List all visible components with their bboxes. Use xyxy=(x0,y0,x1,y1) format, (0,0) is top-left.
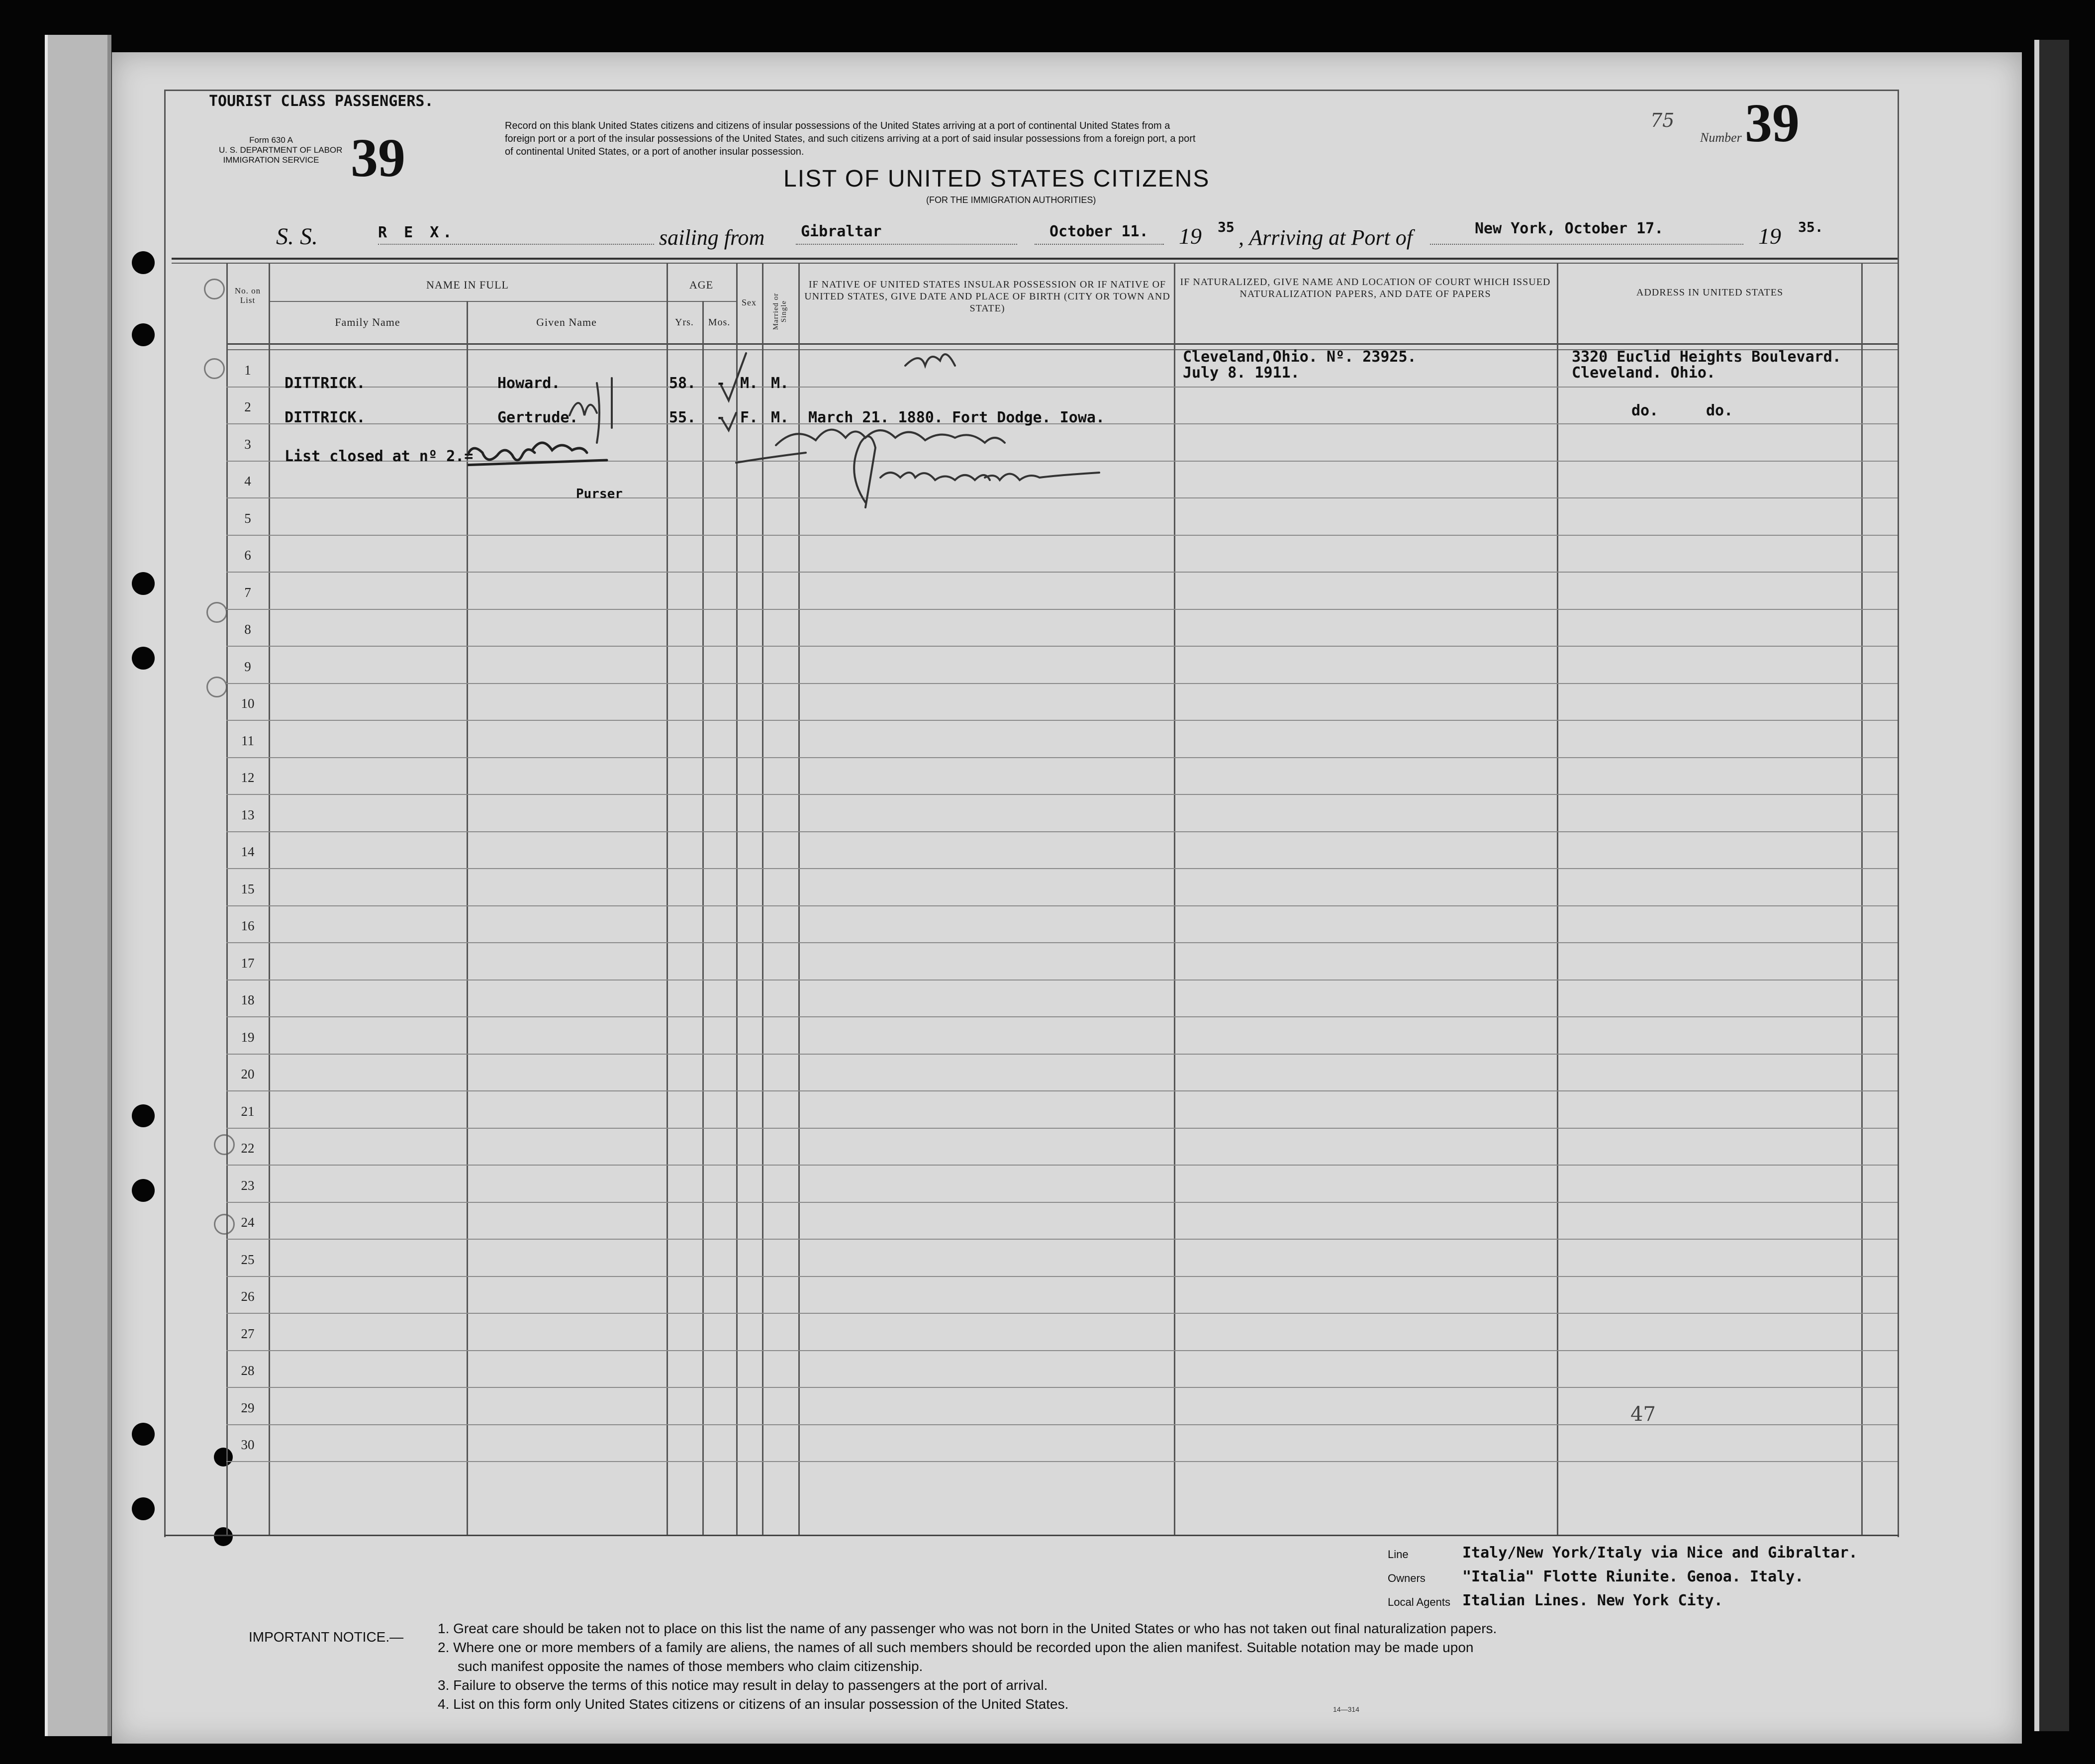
row-line xyxy=(226,1016,1898,1017)
handwritten-number: 75 xyxy=(1650,109,1675,131)
row-number: 15 xyxy=(241,881,255,896)
form-top-border xyxy=(164,90,1899,91)
row-number: 21 xyxy=(241,1103,255,1119)
notice-label: IMPORTANT NOTICE.— xyxy=(249,1629,404,1645)
form-code: 14—314 xyxy=(1333,1705,1359,1713)
header-yrs: Yrs. xyxy=(675,317,694,328)
row-line xyxy=(226,1128,1898,1129)
col-divider xyxy=(269,263,270,1536)
row-line xyxy=(226,720,1898,721)
owners-value: "Italia" Flotte Riunite. Genoa. Italy. xyxy=(1462,1568,1804,1585)
row-line xyxy=(226,831,1898,832)
row-number: 11 xyxy=(241,733,254,748)
page-title: LIST OF UNITED STATES CITIZENS xyxy=(783,166,1210,192)
arrival-underline xyxy=(1430,244,1743,245)
binder-hole xyxy=(132,1497,155,1520)
binder-hole-light xyxy=(214,1214,235,1235)
row-number: 10 xyxy=(241,696,255,711)
row-number: 3 xyxy=(244,436,251,452)
header-mos: Mos. xyxy=(708,317,731,328)
header-married: Married or Single xyxy=(772,293,788,330)
header-given-name: Given Name xyxy=(536,316,597,328)
row-line xyxy=(226,1350,1898,1351)
row-line xyxy=(226,868,1898,869)
header-age: AGE xyxy=(689,279,714,291)
header-naturalized: IF NATURALIZED, GIVE NAME AND LOCATION OF COURT WHICH ISSUED NATURALIZATION PAPERS, AND DATE OF PAPERS xyxy=(1180,277,1551,299)
address-2-line2: do. xyxy=(1706,402,1733,419)
table-bottom-border xyxy=(164,1535,1899,1536)
arrival-year: 35. xyxy=(1798,219,1823,235)
row-number: 24 xyxy=(241,1215,255,1230)
line-value: Italy/New York/Italy via Nice and Gibraltar. xyxy=(1462,1544,1858,1562)
col-divider xyxy=(226,263,228,1536)
address-1-line1: 3320 Euclid Heights Boulevard. xyxy=(1572,348,1841,366)
service-label: IMMIGRATION SERVICE xyxy=(223,155,319,165)
ship-underline xyxy=(378,244,654,245)
row-number: 1 xyxy=(244,362,251,378)
row-number: 7 xyxy=(244,585,251,600)
binder-hole xyxy=(132,1423,155,1446)
married-2: M. xyxy=(771,409,789,426)
col-divider xyxy=(1557,263,1558,1536)
arrival-port-date: New York, October 17. xyxy=(1475,220,1664,237)
row-number: 20 xyxy=(241,1067,255,1081)
binder-hole-light xyxy=(206,677,227,697)
notice-item-4: 4. List on this form only United States citizens or citizens of an insular possession of the United States. xyxy=(438,1696,1069,1712)
arriving-label: , Arriving at Port of xyxy=(1238,225,1413,250)
table-top-border xyxy=(172,263,1898,264)
row-number: 18 xyxy=(241,992,255,1007)
row-number: 27 xyxy=(241,1326,255,1341)
row-number: 26 xyxy=(241,1289,255,1304)
row-line xyxy=(226,572,1898,573)
binder-hole xyxy=(214,1527,233,1546)
table-top-border xyxy=(172,258,1898,260)
instructions-line: Record on this blank United States citizens and citizens of insular possessions of the United States arriving at a port of continental United States from a xyxy=(505,120,1170,131)
arrival-year-prefix: 19 xyxy=(1758,223,1781,249)
address-1-line2: Cleveland. Ohio. xyxy=(1572,364,1715,382)
row-number: 22 xyxy=(241,1141,255,1156)
col-divider xyxy=(1861,263,1863,1536)
row-number: 25 xyxy=(241,1252,255,1267)
ss-label: S. S. xyxy=(276,223,318,250)
header-birth: IF NATIVE OF UNITED STATES INSULAR POSSESSION OR IF NATIVE OF UNITED STATES, GIVE DATE AND PLACE OF BIRTH (CITY OR TOWN AND STATE) xyxy=(804,279,1170,314)
department-label: U. S. DEPARTMENT OF LABOR xyxy=(219,145,343,155)
age-subheader-line xyxy=(667,301,736,302)
big-form-number: 39 xyxy=(351,127,405,188)
given-name-1: Howard. xyxy=(497,375,561,392)
form-number: Form 630 A xyxy=(249,135,293,145)
agents-label: Local Agents xyxy=(1388,1596,1450,1608)
year-prefix: 19 xyxy=(1179,223,1202,249)
given-name-2: Gertrude. xyxy=(497,409,578,426)
row-line xyxy=(226,905,1898,906)
depart-date: October 11. xyxy=(1049,223,1148,240)
row-line xyxy=(226,757,1898,758)
row-number: 28 xyxy=(241,1363,255,1378)
married-1: M. xyxy=(771,375,789,392)
row-number: 30 xyxy=(241,1437,255,1452)
row-line xyxy=(226,1276,1898,1277)
book-binding-right xyxy=(2034,40,2069,1731)
age-yrs-1: 58. xyxy=(669,375,696,392)
row-line xyxy=(226,646,1898,647)
table-left-border xyxy=(164,90,166,1537)
naturalized-1-line1: Cleveland,Ohio. Nº. 23925. xyxy=(1183,348,1417,366)
notice-item-1: 1. Great care should be taken not to place on this list the name of any passenger who was not born in the United States or who has not taken out final naturalization papers. xyxy=(438,1621,1497,1636)
notice-item-2-cont: such manifest opposite the names of those members who claim citizenship. xyxy=(458,1659,923,1674)
notice-item-2: 2. Where one or more members of a family are aliens, the names of all such members should be recorded upon the alien manifest. Suitable notation may be made upon xyxy=(438,1640,1474,1655)
list-number: 39 xyxy=(1745,93,1800,153)
row-number: 23 xyxy=(241,1177,255,1193)
binder-hole xyxy=(132,323,155,346)
binder-hole-light xyxy=(204,279,225,299)
binder-hole xyxy=(132,1179,155,1202)
agents-value: Italian Lines. New York City. xyxy=(1462,1592,1723,1609)
notice-item-3: 3. Failure to observe the terms of this notice may result in delay to passengers at the port of arrival. xyxy=(438,1677,1048,1693)
row-line xyxy=(226,1313,1898,1314)
row-line xyxy=(226,1461,1898,1462)
address-2-line1: do. xyxy=(1631,402,1659,419)
row-line xyxy=(226,1387,1898,1388)
row-number: 13 xyxy=(241,807,255,822)
row-line xyxy=(226,794,1898,795)
list-closed-note: List closed at nº 2.= xyxy=(285,448,474,465)
handwritten-marks xyxy=(468,343,1234,532)
header-family-name: Family Name xyxy=(335,316,400,328)
class-title: TOURIST CLASS PASSENGERS. xyxy=(209,93,434,110)
notice-list xyxy=(438,1619,1497,1714)
row-line xyxy=(226,609,1898,610)
row-number: 4 xyxy=(244,474,251,489)
row-line xyxy=(226,1054,1898,1055)
binder-hole xyxy=(132,572,155,595)
instructions-line: of continental United States, or a port of another insular possession. xyxy=(505,146,804,157)
binder-hole xyxy=(132,1104,155,1127)
form-block xyxy=(219,135,343,165)
line-label: Line xyxy=(1388,1548,1409,1561)
ship-name: R E X. xyxy=(378,224,456,241)
row-number: 29 xyxy=(241,1400,255,1415)
purser-label: Purser xyxy=(576,487,623,501)
instructions-line: foreign port or a port of the insular possessions of the United States, and such citizens arriving at a port of said insular possessions from a foreign port, a port xyxy=(505,133,1196,144)
depart-year: 35 xyxy=(1218,219,1235,235)
row-line xyxy=(226,1165,1898,1166)
row-number: 2 xyxy=(244,399,251,414)
row-line xyxy=(226,683,1898,684)
family-name-2: DITTRICK. xyxy=(285,409,366,426)
row-line xyxy=(226,1202,1898,1203)
sex-1: M. xyxy=(740,375,759,392)
header-address: ADDRESS IN UNITED STATES xyxy=(1636,287,1784,298)
number-label: Number xyxy=(1700,130,1742,145)
row-number: 8 xyxy=(244,622,251,637)
page-subtitle: (FOR THE IMMIGRATION AUTHORITIES) xyxy=(926,195,1096,205)
row-line xyxy=(226,535,1898,536)
family-name-1: DITTRICK. xyxy=(285,375,366,392)
book-binding xyxy=(45,35,111,1736)
binder-hole xyxy=(214,1448,233,1467)
header-sex: Sex xyxy=(742,297,757,307)
row-number: 12 xyxy=(241,770,255,785)
header-no-on-list: No. on List xyxy=(234,286,261,305)
date-underline xyxy=(1035,244,1164,245)
sailing-label: sailing from xyxy=(659,225,765,250)
binder-hole xyxy=(132,251,155,274)
binder-hole-light xyxy=(206,602,227,623)
row-line xyxy=(226,1239,1898,1240)
port-underline xyxy=(796,244,1017,245)
row-number: 5 xyxy=(244,510,251,526)
table-right-border xyxy=(1898,90,1899,1537)
age-yrs-2: 55. xyxy=(669,409,696,426)
owners-label: Owners xyxy=(1388,1572,1426,1584)
naturalized-1-line2: July 8. 1911. xyxy=(1183,364,1300,382)
binder-hole-light xyxy=(214,1134,235,1155)
row-line xyxy=(226,942,1898,943)
header-name-in-full: NAME IN FULL xyxy=(426,279,509,291)
row-line xyxy=(226,1090,1898,1091)
instructions xyxy=(505,119,1196,158)
row-number: 9 xyxy=(244,659,251,674)
binder-hole xyxy=(132,647,155,670)
row-number: 14 xyxy=(241,844,255,859)
row-number: 6 xyxy=(244,548,251,563)
row-number: 17 xyxy=(241,955,255,971)
from-port: Gibraltar xyxy=(801,223,882,240)
margin-number: 47 xyxy=(1630,1403,1656,1426)
binder-hole-light xyxy=(204,358,225,379)
age-mos-1: - xyxy=(716,375,726,392)
sex-2: F. xyxy=(740,409,759,426)
birth-2: March 21. 1880. Fort Dodge. Iowa. xyxy=(808,409,1105,426)
row-number: 19 xyxy=(241,1029,255,1045)
row-number: 16 xyxy=(241,918,255,933)
age-mos-2: - xyxy=(716,409,726,426)
